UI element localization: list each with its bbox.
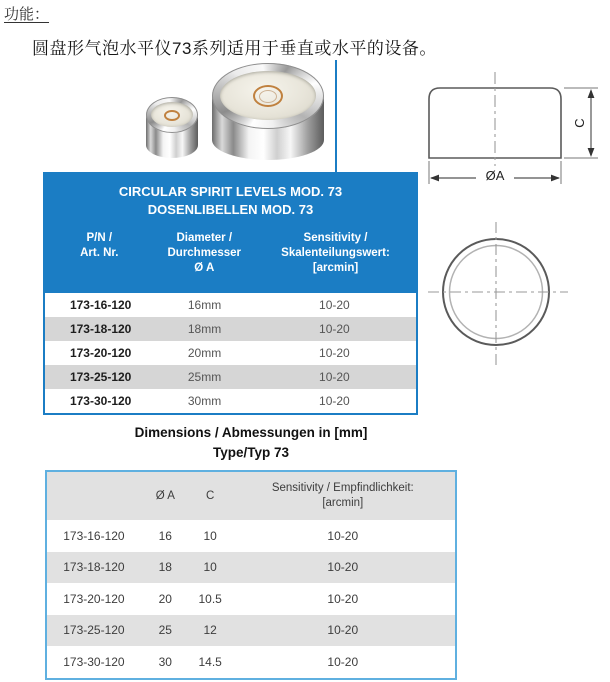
table-row: 173-25-120 25mm 10-20 [45,365,416,389]
table-row: 173-20-120 20 10.5 10-20 [63,591,359,606]
table-row: 173-20-120 20mm 10-20 [69,346,350,360]
vertical-divider-line [335,60,337,172]
dimensions-heading [45,423,457,462]
table-row: 173-16-120 16mm 10-20 [69,298,350,312]
dimension-table [45,470,457,680]
table-row: 173-18-120 18mm 10-20 [45,317,416,341]
level-top [212,63,324,129]
dimensions-heading-line1: Dimensions / Abmessungen in [mm] [134,425,368,440]
spec-table-body [43,293,418,415]
spirit-level-small-image [146,97,198,158]
table-row: 173-30-120 30mm 10-20 [69,394,350,408]
table-row: 173-16-120 16 10 10-20 [63,528,359,543]
spec-table [43,172,418,415]
column-header-c: C [206,489,215,502]
spec-table-header [43,172,418,293]
diameter-dimension-label: ØA [485,168,505,183]
column-header-diameter: Diameter / Durchmesser Ø A [167,232,241,275]
spec-table-title-de: DOSENLIBELLEN MOD. 73 [147,201,314,217]
vial-ring-inner [259,90,277,103]
top-view-drawing [428,220,588,370]
vial-ring [164,110,180,121]
spec-table-column-headers [43,231,418,277]
column-header-pn: P/N / Art. Nr. [80,232,119,260]
table-row: 173-25-120 25 12 10-20 [47,615,455,647]
column-header-sensitivity: Sensitivity / Empfindlichkeit: [arcmin] [271,482,414,509]
spirit-level-large-image [212,63,324,160]
level-top [146,97,198,133]
product-photo [120,58,346,174]
dimension-table-header [47,472,455,520]
function-label: 功能： [4,6,50,23]
column-header-a: Ø A [155,489,175,502]
dimensions-heading-line2: Type/Typ 73 [212,444,290,460]
spec-table-title-en: CIRCULAR SPIRIT LEVELS MOD. 73 [118,184,343,199]
c-dimension-label: C [572,118,587,128]
column-header-sensitivity: Sensitivity / Skalenteilungswert: [arcmin] [281,232,390,275]
side-view-drawing [415,72,610,197]
table-row: 173-18-120 18 10 10-20 [47,552,455,584]
product-description: 圆盘形气泡水平仪73系列适用于垂直或水平的设备。 [32,39,437,58]
table-row: 173-30-120 30 14.5 10-20 [63,654,359,669]
